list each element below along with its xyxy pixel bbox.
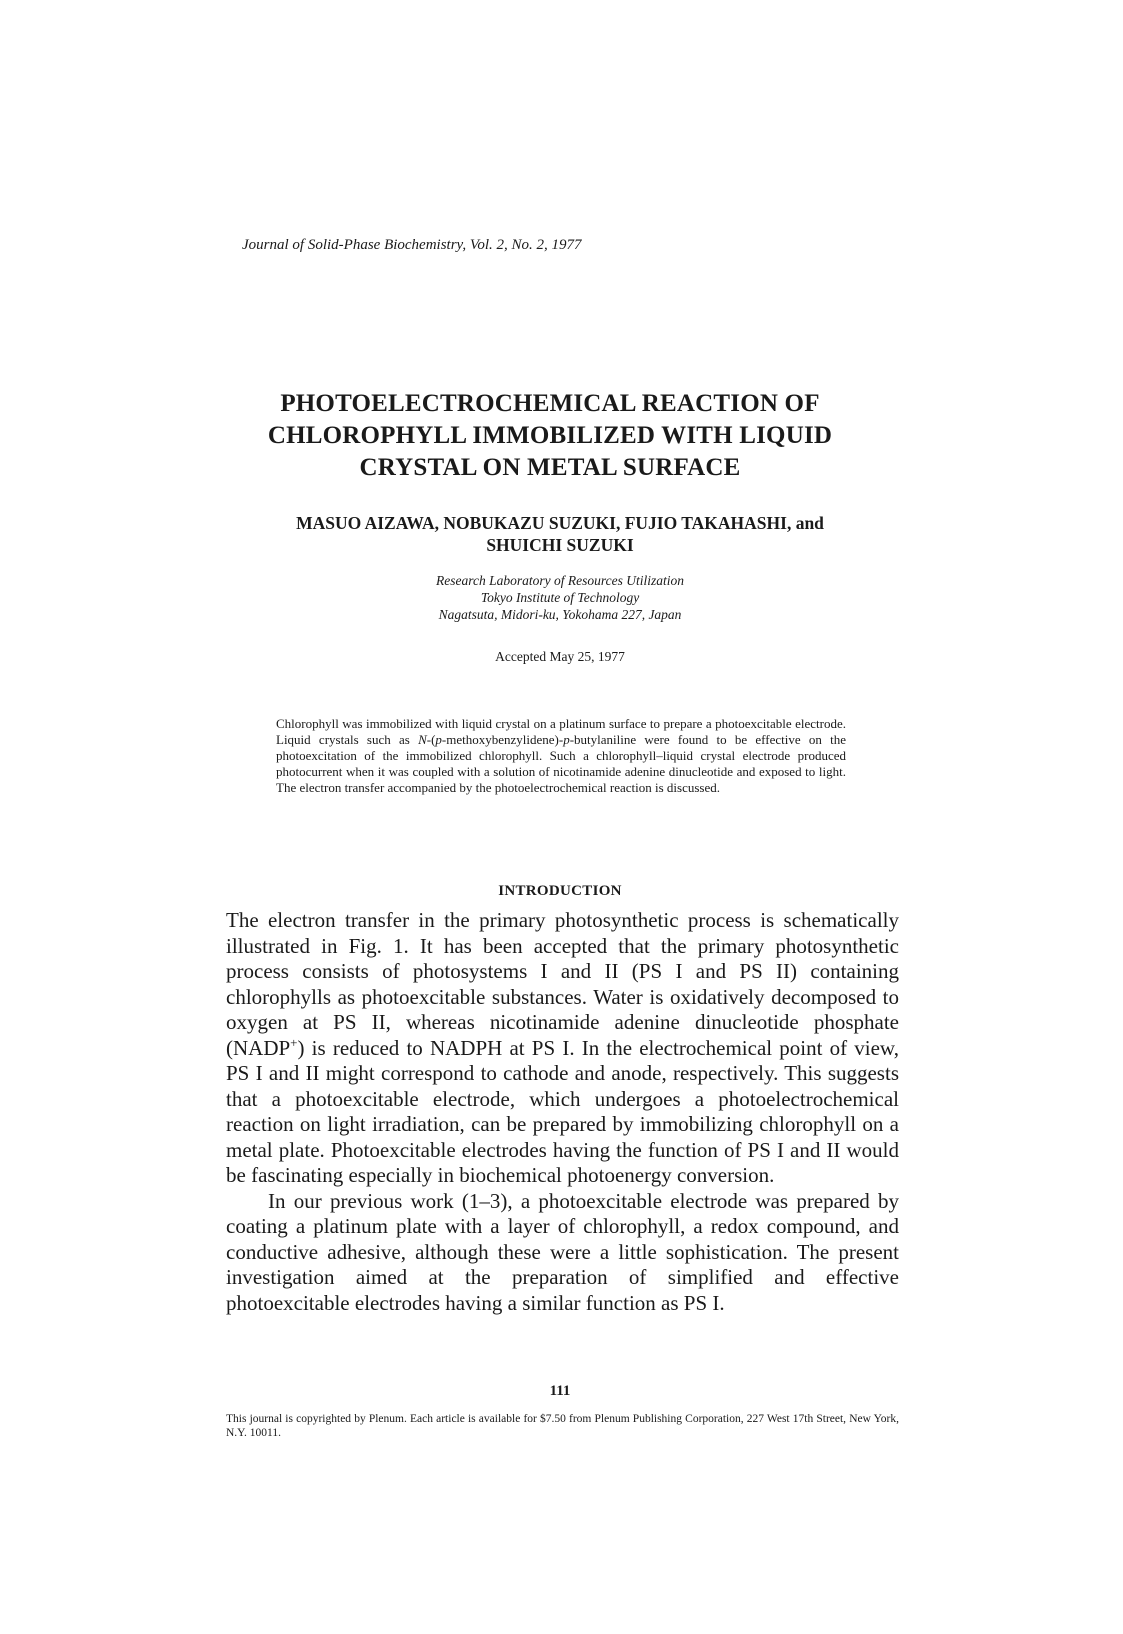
paragraph: In our previous work (1–3), a photoexcitable electrode was prepared by coating a platinum plate with a layer of chlorophyll, a redox compound, and conductive adhesive, although these were a little sophistication. The present investigation aimed at the preparation of simplified and effective photoexcitable electrodes having a similar function as PS I.: [226, 1188, 899, 1315]
title-line: CHLOROPHYLL IMMOBILIZED WITH LIQUID: [267, 422, 833, 449]
author-line: MASUO AIZAWA, NOBUKAZU SUZUKI, FUJIO TAKAHASHI, and: [296, 513, 824, 533]
title-line: CRYSTAL ON METAL SURFACE: [359, 454, 741, 481]
section-heading: INTRODUCTION: [498, 883, 622, 899]
paragraph: [226, 908, 899, 1189]
paragraph-text: The electron transfer in the primary photosynthetic process is schematically illustrated in Fig. 1. It has been accepted that the primary photosynthetic process consists of photosystems I and II (PS I and PS II) containing chlorophylls as photoexcitable substances. Water is oxidatively decomposed to oxygen at PS II, whereas nicotinamide adenine dinucleotide phosphate (NADP: [226, 908, 899, 1060]
paragraph-text: ) is reduced to NADPH at PS I. In the electrochemical point of view, PS I and II might correspond to cathode and anode, respectively. This suggests that a photoexcitable electrode, which undergoes a photoelectrochemical reaction on light irradiation, can be prepared by immobilizing chlorophyll on a metal plate. Photoexcitable electrodes having the function of PS I and II would be fascinating especially in biochemical photoenergy conversion.: [226, 1035, 899, 1187]
author-line: SHUICHI SUZUKI: [486, 535, 634, 555]
abstract-italic: N: [418, 732, 427, 748]
abstract-text: -methoxybenzylidene)-: [441, 732, 564, 748]
article-title: [230, 388, 870, 484]
page-number: 111: [549, 1383, 571, 1399]
accepted-date: Accepted May 25, 1977: [495, 649, 625, 664]
title-line: PHOTOELECTROCHEMICAL REACTION OF: [280, 390, 820, 417]
journal-citation: Journal of Solid-Phase Biochemistry, Vol. 2, No. 2, 1977: [242, 237, 582, 253]
superscript: +: [290, 1034, 298, 1050]
copyright-footnote: This journal is copyrighted by Plenum. Each article is available for $7.50 from Plenum Publishing Corporation, 227 West 17th Street, New York, N.Y. 10011.: [226, 1413, 899, 1439]
body-text: [226, 908, 899, 1316]
abstract-text: -butylaniline were found to be effective on the photoexcitation of the immobilized chlorophyll. Such a chlorophyll–liquid crystal electrode produced photocurrent when it was coupled with a solution of nicotinamide adenine dinucleotide and exposed to light. The electron transfer accompanied by the photoelectrochemical reaction is discussed.: [276, 732, 846, 796]
affiliation: [230, 572, 890, 623]
affiliation-line: Nagatsuta, Midori-ku, Yokohama 227, Japan: [438, 607, 682, 622]
author-list: [230, 512, 890, 556]
abstract: [276, 716, 846, 796]
affiliation-line: Tokyo Institute of Technology: [480, 590, 640, 605]
abstract-text: -(: [426, 732, 436, 748]
abstract-italic: p: [563, 732, 570, 748]
abstract-text: Chlorophyll was immobilized with liquid crystal on a platinum surface to prepare a photoexcitable electrode. Liquid crystals such as: [276, 716, 846, 748]
affiliation-line: Research Laboratory of Resources Utilization: [436, 573, 684, 588]
abstract-italic: p: [435, 732, 442, 748]
